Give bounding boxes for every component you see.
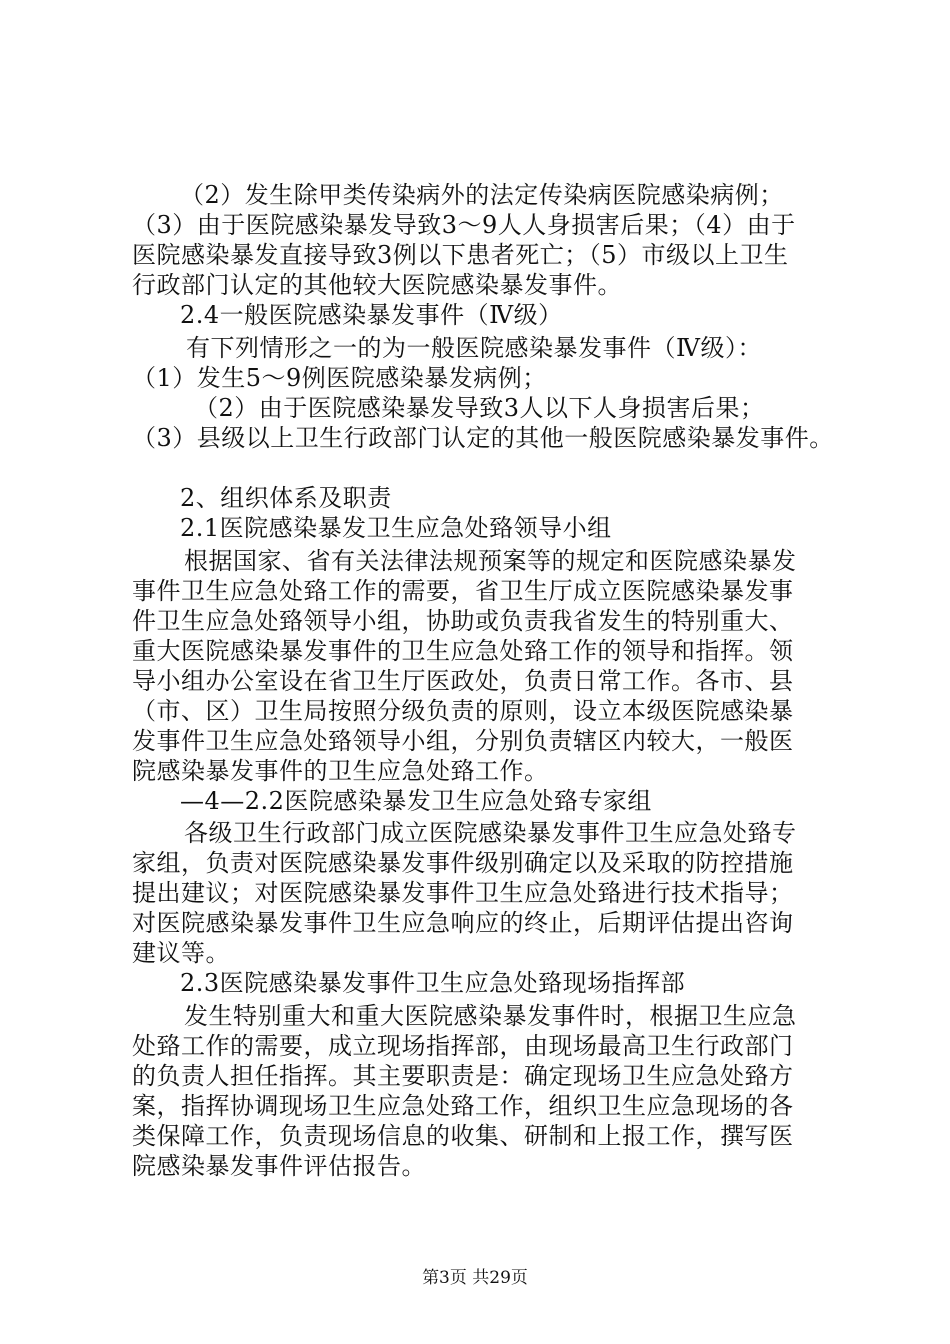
text-line: （2）由于医院感染暴发导致3人以下人身损害后果； — [194, 394, 765, 422]
text-line: 重大医院感染暴发事件的卫生应急处臵工作的领导和指挥。领 — [132, 637, 794, 665]
text-line: 院感染暴发事件的卫生应急处臵工作。 — [132, 757, 549, 785]
text-line: 发事件卫生应急处臵领导小组，分别负责辖区内较大，一般医 — [132, 727, 794, 755]
page-number-footer: 第3页 共29页 — [422, 1268, 528, 1288]
section-heading: 2.3医院感染暴发事件卫生应急处臵现场指挥部 — [180, 969, 686, 997]
text-line: （3）县级以上卫生行政部门认定的其他一般医院感染暴发事件。 — [132, 424, 834, 452]
text-line: 发生特别重大和重大医院感染暴发事件时，根据卫生应急 — [184, 1002, 797, 1030]
text-line: （1）发生5～9例医院感染暴发病例； — [132, 364, 547, 392]
text-line: 行政部门认定的其他较大医院感染暴发事件。 — [132, 271, 622, 299]
text-line: 医院感染暴发直接导致3例以下患者死亡；（5）市级以上卫生 — [132, 241, 789, 269]
text-line: 件卫生应急处臵领导小组，协助或负责我省发生的特别重大、 — [132, 607, 794, 635]
text-line: 处臵工作的需要，成立现场指挥部，由现场最高卫生行政部门 — [132, 1032, 794, 1060]
text-line: 家组，负责对医院感染暴发事件级别确定以及采取的防控措施 — [132, 849, 794, 877]
text-line: （市、区）卫生局按照分级负责的原则，设立本级医院感染暴 — [132, 697, 794, 725]
text-line: 建议等。 — [132, 939, 230, 967]
text-line: 案，指挥协调现场卫生应急处臵工作，组织卫生应急现场的各 — [132, 1092, 794, 1120]
text-line: 有下列情形之一的为一般医院感染暴发事件（Ⅳ级）： — [186, 334, 762, 362]
text-line: 对医院感染暴发事件卫生应急响应的终止，后期评估提出咨询 — [132, 909, 794, 937]
text-line: （2）发生除甲类传染病外的法定传染病医院感染病例； — [180, 181, 784, 209]
section-heading: 2、组织体系及职责 — [180, 484, 392, 512]
text-line: 提出建议；对医院感染暴发事件卫生应急处臵进行技术指导； — [132, 879, 794, 907]
text-line: 院感染暴发事件评估报告。 — [132, 1152, 426, 1180]
text-line: 各级卫生行政部门成立医院感染暴发事件卫生应急处臵专 — [184, 819, 797, 847]
section-heading: —4—2.2医院感染暴发卫生应急处臵专家组 — [180, 787, 652, 815]
text-line: 的负责人担任指挥。其主要职责是：确定现场卫生应急处臵方 — [132, 1062, 794, 1090]
text-line: 事件卫生应急处臵工作的需要，省卫生厅成立医院感染暴发事 — [132, 577, 794, 605]
text-line: 导小组办公室设在省卫生厅医政处，负责日常工作。各市、县 — [132, 667, 794, 695]
section-heading: 2.4一般医院感染暴发事件（Ⅳ级） — [180, 301, 563, 329]
text-line: （3）由于医院感染暴发导致3～9人人身损害后果；（4）由于 — [132, 211, 796, 239]
section-heading: 2.1医院感染暴发卫生应急处臵领导小组 — [180, 514, 612, 542]
text-line: 类保障工作，负责现场信息的收集、研制和上报工作，撰写医 — [132, 1122, 794, 1150]
text-line: 根据国家、省有关法律法规预案等的规定和医院感染暴发 — [184, 547, 797, 575]
